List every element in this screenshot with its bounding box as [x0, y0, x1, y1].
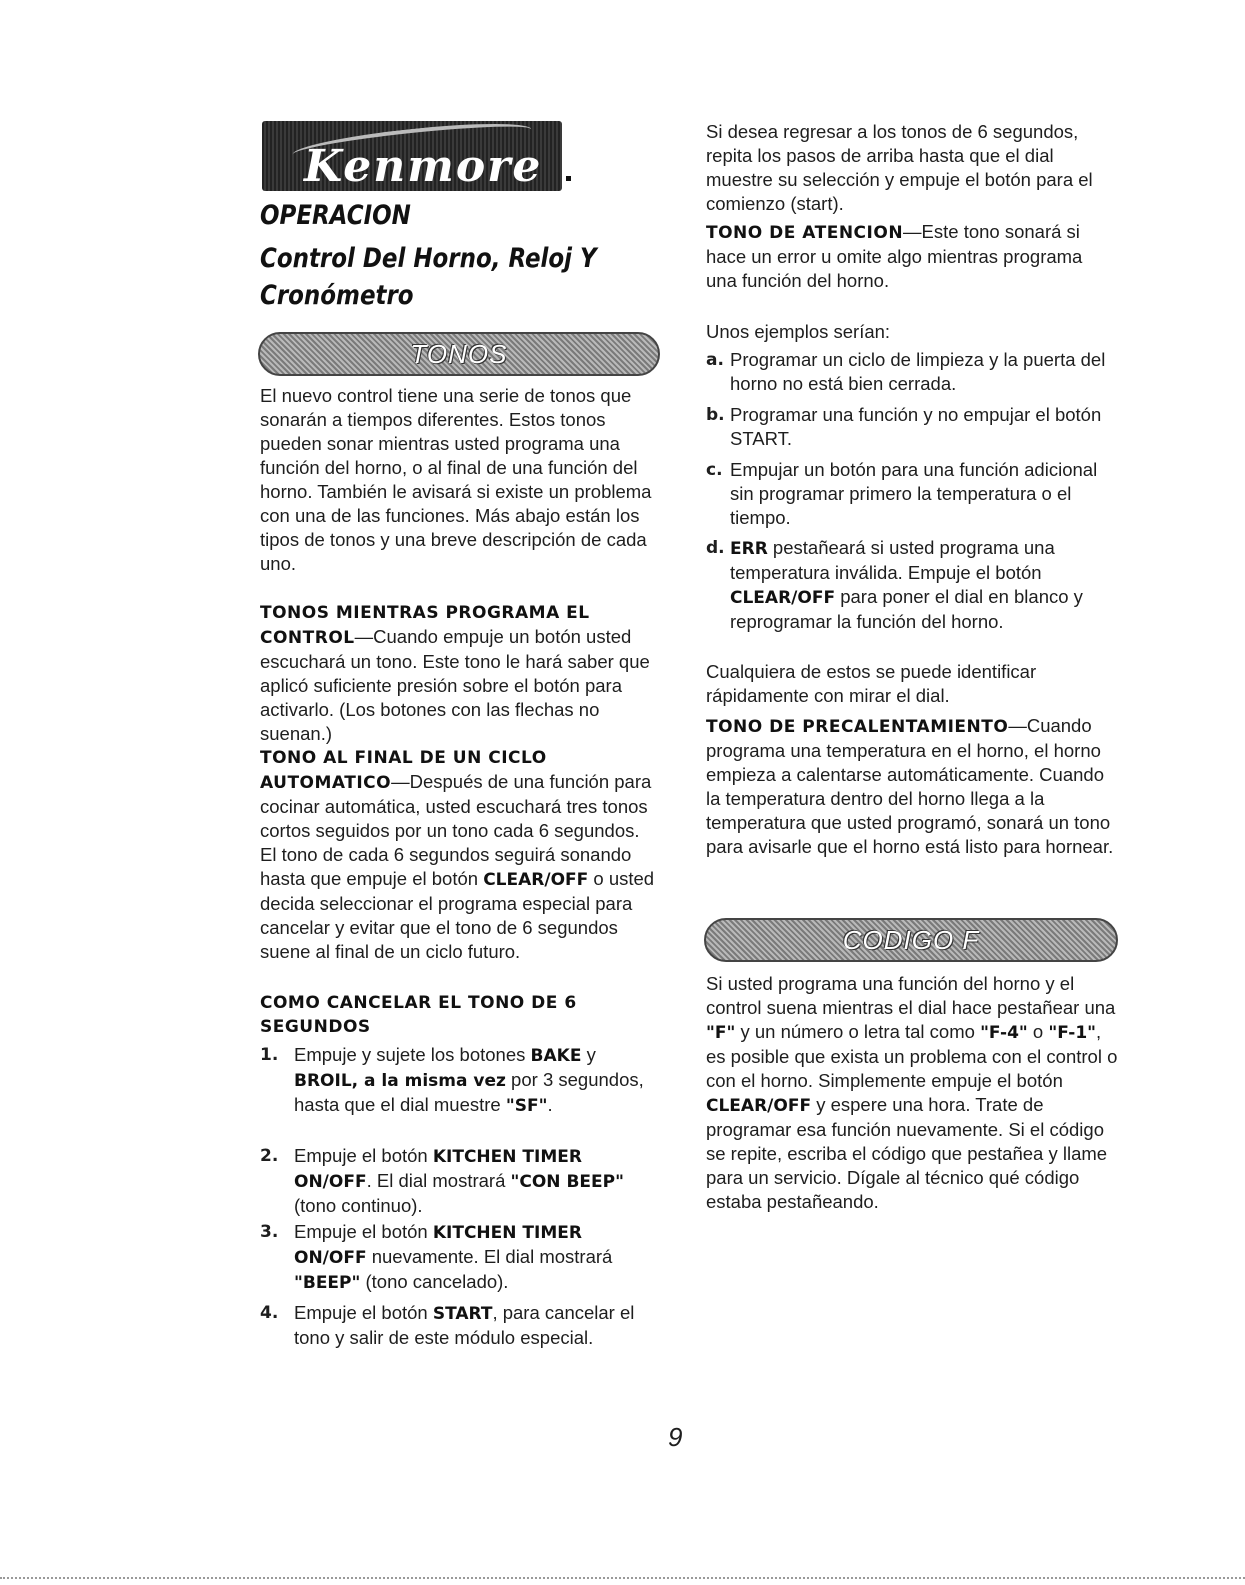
codigo-f-banner: [704, 918, 1118, 962]
codigo-f-banner-label: CODIGO F: [842, 924, 980, 955]
section-body: —Cuando programa una temperatura en el horno, el horno empieza a calentarse automáticamente. Cuando la temperatura dentro del horno llega a la temperatura que usted programó, sonará un tono para avisarle que el horno está listo para hornear.: [706, 715, 1114, 857]
section-body: —Cuando empuje un botón usted escuchará un tono. Este tono le hará saber que aplicó suficiente presión sobre el botón para activarlo. (Los botones con las flechas no suenan.): [260, 626, 650, 744]
section-program-tones: [260, 600, 660, 746]
step-text: (tono continuo).: [294, 1195, 423, 1216]
example-text: Programar un ciclo de limpieza y la puerta del horno no está bien cerrada.: [730, 349, 1106, 394]
list-item: [706, 403, 1118, 451]
step-text: . El dial mostrará: [366, 1170, 511, 1191]
list-item: [706, 458, 1118, 530]
section-attention-tone: [706, 220, 1118, 293]
identify-paragraph: Cualquiera de estos se puede identificar rápidamente con mirar el dial.: [706, 661, 1037, 706]
return-tones-paragraph: Si desea regresar a los tonos de 6 segundos, repita los pasos de arriba hasta que el dial muestre su selección y empuje el botón para el comienzo (start).: [706, 121, 1093, 214]
list-letter: c.: [706, 460, 723, 480]
step-text: por 3 segundos, hasta que el dial muestre: [294, 1069, 644, 1115]
kenmore-logo: [262, 121, 562, 191]
f-label: "F": [706, 1023, 736, 1043]
step-text: y: [581, 1044, 596, 1065]
sf-label: "SF": [505, 1096, 548, 1116]
con-beep-label: "CON BEEP": [510, 1172, 624, 1192]
f4-label: "F-4": [980, 1023, 1028, 1043]
section-heading: TONOS MIENTRAS PROGRAMA EL CONTROL: [260, 603, 590, 648]
section-body: —Este tono sonará si hace un error u omite algo mientras programa una función del horno.: [706, 221, 1083, 291]
section-heading-cancel: COMO CANCELAR EL TONO DE 6 SEGUNDOS: [260, 993, 577, 1037]
beep-label: "BEEP": [294, 1273, 361, 1293]
step-text: Empuje el botón: [294, 1302, 433, 1323]
list-letter: a.: [706, 350, 724, 370]
bottom-rule: [0, 1577, 1245, 1579]
list-item: [260, 1043, 660, 1118]
f-text: y un número o letra tal como: [735, 1021, 981, 1042]
step-text: Empuje y sujete los botones: [294, 1044, 531, 1065]
clear-off-label: CLEAR/OFF: [483, 870, 589, 890]
intro-paragraph: El nuevo control tiene una serie de tonos que sonarán a tiempos diferentes. Estos tonos pueden sonar mientras usted programa una función del horno, o al final de una función del horno. También le avisará si existe un problema con una de las funciones. Más abajo están los tipos de tonos y una breve descripción de cada uno.: [260, 385, 652, 574]
section-heading: TONO DE PRECALENTAMIENTO: [706, 717, 1009, 737]
step-text: Empuje el botón: [294, 1221, 433, 1242]
examples-intro: Unos ejemplos serían:: [706, 321, 891, 342]
list-letter: b.: [706, 405, 725, 425]
start-label: START: [432, 1304, 493, 1324]
page-title: OPERACION: [260, 200, 411, 231]
step-text: .: [547, 1094, 553, 1115]
page-subtitle: Control Del Horno, Reloj Y Cronómetro: [260, 243, 597, 311]
list-letter: d.: [706, 538, 725, 558]
section-preheat-tone: [706, 714, 1118, 859]
list-number: 4.: [260, 1303, 279, 1323]
err-label: ERR: [730, 539, 768, 559]
page-number: 9: [668, 1422, 683, 1452]
kitchen-timer-label: KITCHEN TIMER ON/OFF: [294, 1223, 582, 1268]
list-number: 3.: [260, 1222, 279, 1242]
list-item: [706, 348, 1118, 396]
list-item: [260, 1144, 660, 1218]
f-text: , es posible que exista un problema con el control o con el horno. Simplemente empuje el botón: [706, 1021, 1118, 1091]
section-heading: TONO AL FINAL DE UN CICLO AUTOMATICO: [260, 748, 547, 793]
example-text: pestañeará si usted programa una temperatura inválida. Empuje el botón: [730, 537, 1055, 583]
section-body: o usted decida seleccionar el programa especial para cancelar y evitar que el tono de 6 segundos suene al final de un ciclo futuro.: [260, 868, 655, 962]
kitchen-timer-label: KITCHEN TIMER ON/OFF: [294, 1147, 582, 1192]
bake-label: BAKE: [530, 1046, 582, 1066]
step-text: (tono cancelado).: [360, 1271, 509, 1292]
example-text: Programar una función y no empujar el botón START.: [730, 404, 1102, 449]
section-end-cycle-tone: [260, 745, 660, 964]
list-number: 2.: [260, 1146, 279, 1166]
list-number: 1.: [260, 1045, 279, 1065]
example-text: Empujar un botón para una función adicional sin programar primero la temperatura o el tiempo.: [730, 459, 1098, 528]
clear-off-label: CLEAR/OFF: [706, 1096, 812, 1116]
list-item: [260, 1301, 660, 1350]
f1-label: "F-1": [1048, 1023, 1097, 1043]
step-text: nuevamente. El dial mostrará: [366, 1246, 613, 1267]
section-body: —Después de una función para cocinar automática, usted escuchará tres tonos cortos seguidos por un tono cada 6 segundos. El tono de cada 6 segundos seguirá sonando hasta que empuje el botón: [260, 771, 652, 889]
list-item: [260, 1220, 660, 1295]
list-item: [706, 536, 1118, 634]
f-text: y espere una hora. Trate de programar esa función nuevamente. Si el código se repite, escriba el código que pestañea y llame para un servicio. Dígale al técnico qué código estaba pestañeando.: [706, 1094, 1108, 1212]
tonos-banner: [258, 332, 660, 376]
section-heading: TONO DE ATENCION: [706, 223, 904, 243]
clear-off-label: CLEAR/OFF: [730, 588, 836, 608]
broil-label: BROIL, a la misma vez: [294, 1071, 506, 1091]
step-text: , para cancelar el tono y salir de este módulo especial.: [294, 1302, 635, 1348]
logo-text: Kenmore: [304, 141, 543, 192]
f-code-paragraph: [706, 972, 1118, 1214]
example-text: para poner el dial en blanco y reprogramar la función del horno.: [730, 586, 1083, 632]
step-text: Empuje el botón: [294, 1145, 433, 1166]
f-text: o: [1027, 1021, 1049, 1042]
logo-dot: [566, 176, 571, 181]
f-text: Si usted programa una función del horno y el control suena mientras el dial hace pestañear una: [706, 973, 1116, 1018]
tonos-banner-label: TONOS: [410, 338, 508, 369]
